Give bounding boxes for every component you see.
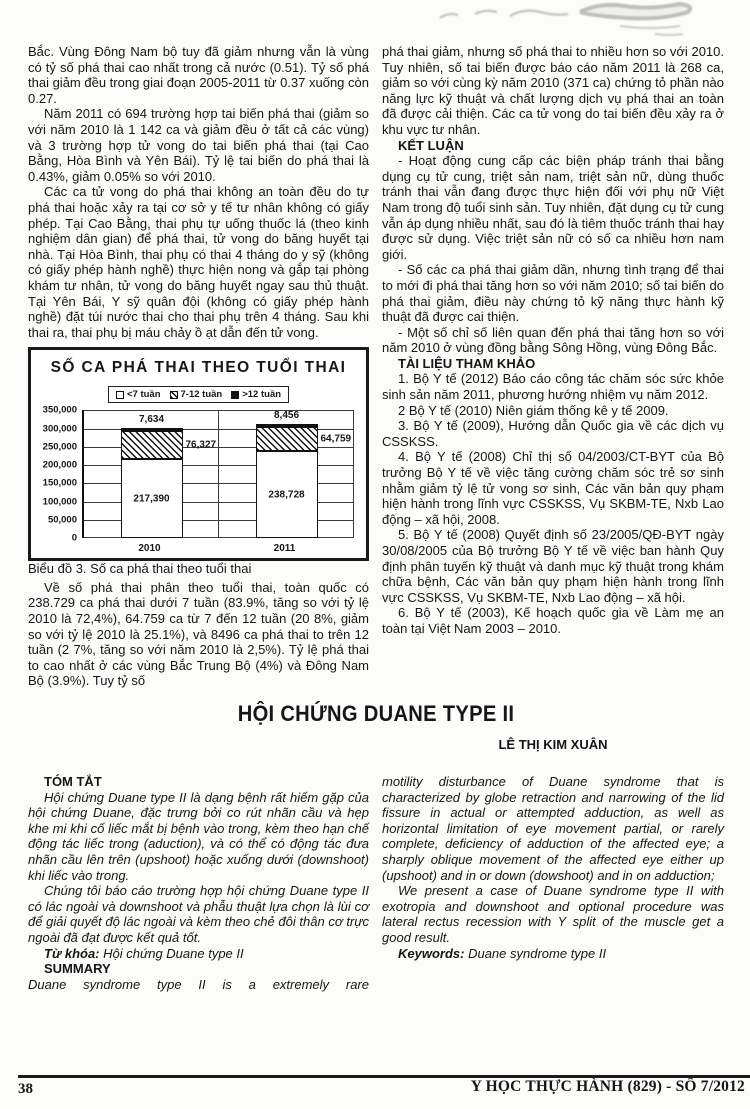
gridline bbox=[84, 410, 354, 411]
chart-y-axis bbox=[36, 404, 82, 544]
legend-label: 7-12 tuần bbox=[180, 389, 223, 401]
scan-smudge-artifact bbox=[420, 0, 720, 42]
references-heading: TÀI LIỆU THAM KHẢO bbox=[398, 355, 536, 371]
legend-label: >12 tuần bbox=[242, 389, 282, 401]
chart-caption: Biểu đồ 3. Số ca phá thai theo tuổi thai bbox=[28, 561, 252, 577]
reference-item: 1. Bộ Y tế (2012) Báo cáo công tác chăm sóc sức khỏe sinh sản năm 2011, phương hướng nhiệm vụ năm 2012. bbox=[382, 371, 724, 403]
chart-legend bbox=[108, 386, 289, 403]
reference-item: 5. Bộ Y tế (2008) Quyết định số 23/2005/QĐ-BYT ngày 30/08/2005 của Bộ trưởng Bộ Y tế về việc ban hành Quy định phân tuyến kỹ thuật và danh mục kỹ thuật trong khám chữa bệnh, Các văn bản quy phạm hiện hành trong lĩnh vực CSSKSS, Vụ SKBM-TE, Nxb Lao động – xã hội. bbox=[382, 527, 724, 605]
legend-item bbox=[231, 389, 281, 400]
bar-value-label: 8,456 bbox=[273, 410, 300, 422]
reference-item: 3. Bộ Y tế (2009), Hướng dẫn Quốc gia về các dịch vụ CSSKSS. bbox=[382, 418, 724, 449]
paragraph: Hội chứng Duane type II là dạng bệnh rất hiếm gặp của hội chứng Duane, đặc trưng bởi co rút nhãn cầu và hẹp khe mi khi cố liếc mắt bị bệnh vào trong, kèm theo hạn chế động tác liếc trong (aduction), và có thể có động tác đưa nhãn cầu lên trên (upshoot) hoặc xuống dưới (downshoot) khi liếc vào trong. bbox=[28, 789, 369, 883]
y-tick-label: 150,000 bbox=[42, 477, 77, 489]
reference-item: 2 Bộ Y tế (2010) Niên giám thống kê y tế 2009. bbox=[398, 402, 669, 418]
hatched-swatch-icon bbox=[170, 391, 178, 399]
bar-value-label: 76,327 bbox=[185, 439, 217, 451]
article1-left-column bbox=[28, 44, 369, 689]
black-swatch-icon bbox=[231, 391, 239, 399]
paragraph: Năm 2011 có 694 trường hợp tai biến phá thai (giảm so với năm 2010 là 1 142 ca và giảm đều ở tất cả các vùng) và 3 trường hợp tử vong do tai biến phá thai (tại Cao Bằng, Hòa Bình và Yên Bái). Tỷ lệ tai biến do phá thai là 0.43%, giảm 0.05% so với 2010. bbox=[28, 106, 369, 184]
abortion-age-chart bbox=[28, 347, 369, 561]
legend-item bbox=[116, 389, 161, 400]
y-tick-label: 250,000 bbox=[42, 441, 77, 453]
article2-right-column bbox=[382, 774, 724, 992]
page-number: 38 bbox=[18, 1081, 33, 1097]
y-tick-label: 0 bbox=[71, 532, 77, 544]
article1-right-column bbox=[382, 44, 724, 689]
chart-legend-row bbox=[36, 386, 361, 403]
paragraph: We present a case of Duane syndrome type II with exotropia and downshoot and optional procedure was lateral rectus recession with Y split of the muscle get a good result. bbox=[382, 883, 724, 945]
article2-author: LÊ THỊ KIM XUÂN bbox=[498, 737, 608, 753]
article1-columns bbox=[28, 44, 724, 689]
article2-columns bbox=[28, 774, 724, 992]
bar-segment-hatched bbox=[121, 431, 183, 459]
reference-item: 6. Bộ Y tế (2003), Kế hoạch quốc gia về Làm mẹ an toàn tại Việt Nam 2003 – 2010. bbox=[382, 605, 724, 636]
article2-left-column bbox=[28, 774, 369, 992]
keywords-line bbox=[28, 946, 369, 962]
summary-heading: SUMMARY bbox=[44, 961, 111, 977]
bar-segment-hatched bbox=[256, 427, 318, 451]
keywords-text: Duane syndrome type II bbox=[464, 945, 607, 961]
paragraph: Chúng tôi báo cáo trường hợp hội chứng Duane type II có lác ngoài và downshoot và phẫu thuật lựa chọn là lùi cơ để giải quyết độ lác ngoài và kèm theo chẻ đôi thân cơ trực ngoài đã đạt được kết quả tốt. bbox=[28, 883, 369, 945]
paragraph: Duane syndrome type II is a extremely rare bbox=[28, 976, 369, 992]
bar-value-label: 238,728 bbox=[268, 489, 305, 501]
chart-plot bbox=[82, 410, 354, 538]
page-content bbox=[28, 44, 724, 992]
paragraph: Về số phá thai phân theo tuổi thai, toàn quốc có 238.729 ca phá thai dưới 7 tuần (83.9%, tăng so với tỷ lệ 2010 là 72,4%), 64.759 ca từ 7 đến 12 tuần (20 8%, giảm so với tỷ lệ 2010 là 25.1%), và 8496 ca phá thai to trên 12 tuần (2 7%, tăng so với năm 2010 là 2,5%). Tỷ lệ phá thai to cao nhất ở các vùng Bắc Trung Bộ (4%) và Đông Nam Bộ (3.9%). Tuy tỷ số bbox=[28, 579, 369, 689]
paragraph: phá thai giảm, nhưng số phá thai to nhiều hơn so với 2010. Tuy nhiên, số tai biến được báo cáo năm 2011 là 268 ca, giảm so với cùng kỳ năm 2010 (371 ca) chứng tỏ phần nào năng lực kỹ thuật và chất lượng dịch vụ phá thai an toàn đã được cải thiện. Các ca tử vong do tai biến đều xảy ra ở khu vực tư nhân. bbox=[382, 44, 724, 137]
conclusion-item: - Số các ca phá thai giảm dần, nhưng tình trạng để thai to mới đi phá thai tăng hơn so với năm 2010; số tai biến do phá thai giảm, điều này chứng tỏ kỹ năng thực hành kỹ thuật đã được cai thiện. bbox=[382, 262, 724, 325]
conclusion-heading: KẾT LUẬN bbox=[398, 137, 464, 153]
keywords-line bbox=[382, 946, 724, 962]
abstract-heading: TÓM TẮT bbox=[44, 774, 102, 790]
x-tick-label: 2011 bbox=[273, 543, 296, 555]
chart-figure bbox=[28, 347, 369, 577]
y-tick-label: 100,000 bbox=[42, 496, 77, 508]
paragraph: Các ca tử vong do phá thai không an toàn đều do tự phá thai hoặc xảy ra tại cơ sở y tế tư nhân không có giấy phép. Tại Cao Bằng, thai phụ tự uống thuốc lá (theo kinh nghiệm dân gian) để phá thai, tử vong do băng huyết tại nhà. Tại Hòa Bình, thai phụ có thai 4 tháng do y sỹ (không có giấy phép hành nghề) thực hiện nong và gắp tại phòng khám tư nhân, tử vong do băng huyết ngay sau thủ thuật. Tại Yên Bái, Y sỹ quân đội (không có giấy phép hành nghề) đặt túi nước thai cho thai phụ trên 4 tháng. Sau khi thai ra, thai phụ bị máu chảy ồ ạt dẫn đến tử vong. bbox=[28, 184, 369, 340]
gridline-vertical bbox=[218, 410, 219, 538]
keywords-label: Keywords: bbox=[398, 945, 465, 961]
conclusion-item: - Hoạt động cung cấp các biện pháp tránh thai bằng dụng cụ tử cung, triệt sản nam, triệt sản nữ, dùng thuốc tránh thai vẫn đang được thực hiện đối với phụ nữ Việt Nam trong độ tuổi sinh sản. Tuy nhiên, đặt dụng cụ tử cung vẫn áp dụng nhiều nhất, sau đó là tiêm thuốc tránh thai hay được sử dụng. Việc triệt sản nữ có số ca nhiều hơn nam giới. bbox=[382, 153, 724, 262]
legend-item bbox=[170, 389, 223, 400]
conclusion-item: - Một số chỉ số liên quan đến phá thai tăng hơn so với năm 2010 ở vùng đồng bằng Sông Hồng, vùng Đông Bắc. bbox=[382, 324, 724, 356]
chart-title: SỐ CA PHÁ THAI THEO TUỔI THAI bbox=[50, 359, 347, 377]
bar-segment-black bbox=[121, 428, 183, 431]
white-swatch-icon bbox=[116, 391, 124, 399]
y-tick-label: 200,000 bbox=[42, 459, 77, 471]
x-tick-label: 2010 bbox=[138, 543, 161, 555]
reference-item: 4. Bộ Y tế (2008) Chỉ thị số 04/2003/CT-BYT của Bộ trưởng Bộ Y tế về việc tăng cường chăm sóc trẻ sơ sinh nhằm giảm tỷ lệ tử vong sơ sinh, Các văn bản quy phạm hiện hành trong lĩnh vực CSSKSS, Vụ SKBM-TE, Nxb Lao động – xã hội, 2008. bbox=[382, 449, 724, 527]
chart-area bbox=[36, 404, 361, 544]
paragraph: Bắc. Vùng Đông Nam bộ tuy đã giảm nhưng vẫn là vùng có tỷ số phá thai cao nhất trong cả nước (0.51). Tỷ số phá thai giảm đều trong giai đoạn 2005-2011 từ 0.37 xuống còn 0.27. bbox=[28, 44, 369, 106]
legend-label: <7 tuần bbox=[126, 389, 161, 401]
paragraph: motility disturbance of Duane syndrome that is characterized by globe retraction and narrowing of the lid fissure in actual or attempted adduction, as well as horizontal limitation of eye movement partial, or rarely complete, deficiency of adduction of the affected eye; a sharply oblique movement of the affected eye either up (upshoot) and in or down (dowshoot) and in on adduction; bbox=[382, 774, 724, 883]
journal-title: Y HỌC THỰC HÀNH (829) - SỐ 7/2012 bbox=[470, 1078, 745, 1095]
bar-value-label: 217,390 bbox=[133, 493, 170, 505]
y-tick-label: 350,000 bbox=[42, 404, 77, 416]
article2-title: HỘI CHỨNG DUANE TYPE II bbox=[237, 702, 515, 727]
keywords-label: Từ khóa: bbox=[44, 945, 100, 961]
keywords-text: Hội chứng Duane type II bbox=[99, 945, 244, 961]
gridline-vertical bbox=[353, 410, 354, 538]
y-tick-label: 300,000 bbox=[42, 423, 77, 435]
chart-x-axis bbox=[82, 538, 352, 555]
bar-value-label: 64,759 bbox=[320, 433, 352, 445]
y-tick-label: 50,000 bbox=[47, 514, 77, 526]
bar-value-label: 7,634 bbox=[138, 414, 165, 426]
bar-segment-black bbox=[256, 424, 318, 427]
